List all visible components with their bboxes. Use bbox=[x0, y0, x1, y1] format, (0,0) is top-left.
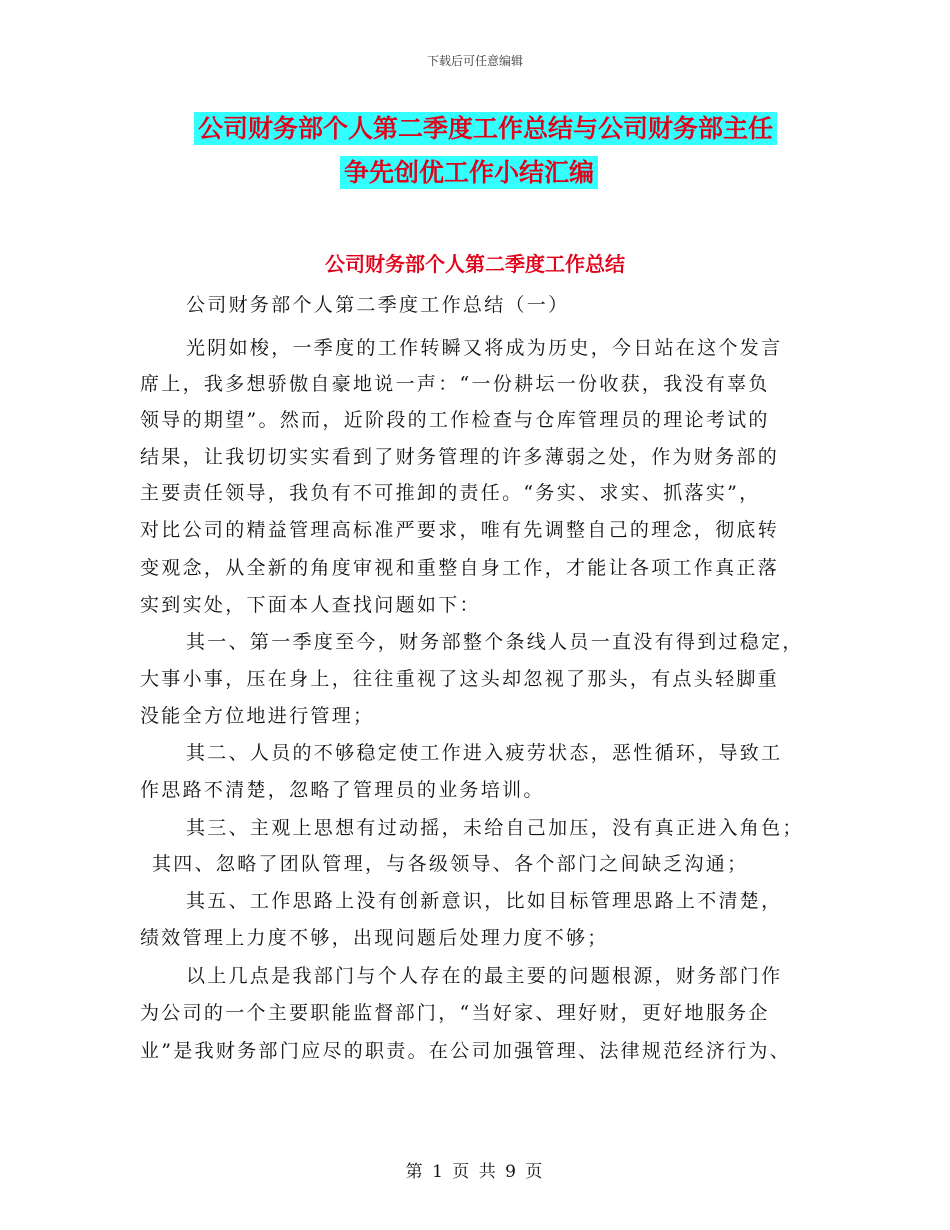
body-line: 其五、工作思路上没有创新意识，比如目标管理思路上不清楚， bbox=[186, 890, 783, 912]
body-line: 公司财务部个人第二季度工作总结（一） bbox=[186, 294, 570, 316]
page-number: 第 1 页 共 9 页 bbox=[405, 1162, 545, 1182]
body-line: 结果，让我切切实实看到了财务管理的许多薄弱之处，作为财务部的 bbox=[140, 446, 780, 468]
body-line: 作思路不清楚，忽略了管理员的业务培训。 bbox=[140, 779, 545, 801]
body-line: 以上几点是我部门与个人存在的最主要的问题根源，财务部门作 bbox=[186, 965, 783, 987]
body-line: 领导的期望”。然而，近阶段的工作检查与仓库管理员的理论考试的 bbox=[140, 409, 770, 431]
body-line: 为公司的一个主要职能监督部门，“当好家、理好财，更好地服务企 bbox=[140, 1002, 770, 1024]
body-line: 主要责任领导，我负有不可推卸的责任。“务实、求实、抓落实”， bbox=[140, 482, 761, 504]
body-line: 其四、忽略了团队管理，与各级领导、各个部门之间缺乏沟通； bbox=[152, 853, 749, 875]
body-line: 变观念，从全新的角度审视和重整自身工作，才能让各项工作真正落 bbox=[140, 557, 780, 579]
section-title: 公司财务部个人第二季度工作总结 bbox=[325, 252, 625, 276]
body-line: 对比公司的精益管理高标准严要求，唯有先调整自己的理念，彻底转 bbox=[140, 519, 780, 541]
body-line: 实到实处，下面本人查找问题如下： bbox=[140, 594, 481, 616]
header-note: 下载后可任意编辑 bbox=[426, 54, 523, 68]
body-line: 席上，我多想骄傲自豪地说一声：“一份耕坛一份收获，我没有辜负 bbox=[140, 373, 770, 395]
body-line: 光阴如梭，一季度的工作转瞬又将成为历史，今日站在这个发言 bbox=[186, 337, 783, 359]
body-line: 业”是我财务部门应尽的职责。在公司加强管理、法律规范经济行为、 bbox=[140, 1040, 792, 1062]
title-highlight-2: 争先创优工作小结汇编 bbox=[340, 156, 598, 189]
body-line: 其二、人员的不够稳定使工作进入疲劳状态，恶性循环，导致工 bbox=[186, 742, 783, 764]
body-line: 绩效管理上力度不够，出现问题后处理力度不够； bbox=[140, 927, 609, 949]
body-line: 没能全方位地进行管理； bbox=[140, 705, 375, 727]
title-highlight-1: 公司财务部个人第二季度工作总结与公司财务部主任 bbox=[194, 112, 777, 145]
body-line: 其三、主观上思想有过动摇，未给自己加压，没有真正进入角色； bbox=[186, 817, 804, 839]
document-title-line-1 bbox=[194, 114, 814, 144]
document-title-line-2 bbox=[340, 158, 950, 188]
body-line: 其一、第一季度至今，财务部整个条线人员一直没有得到过稳定， bbox=[186, 631, 804, 653]
body-line: 大事小事，压在身上，往往重视了这头却忽视了那头，有点头轻脚重 bbox=[140, 668, 780, 690]
